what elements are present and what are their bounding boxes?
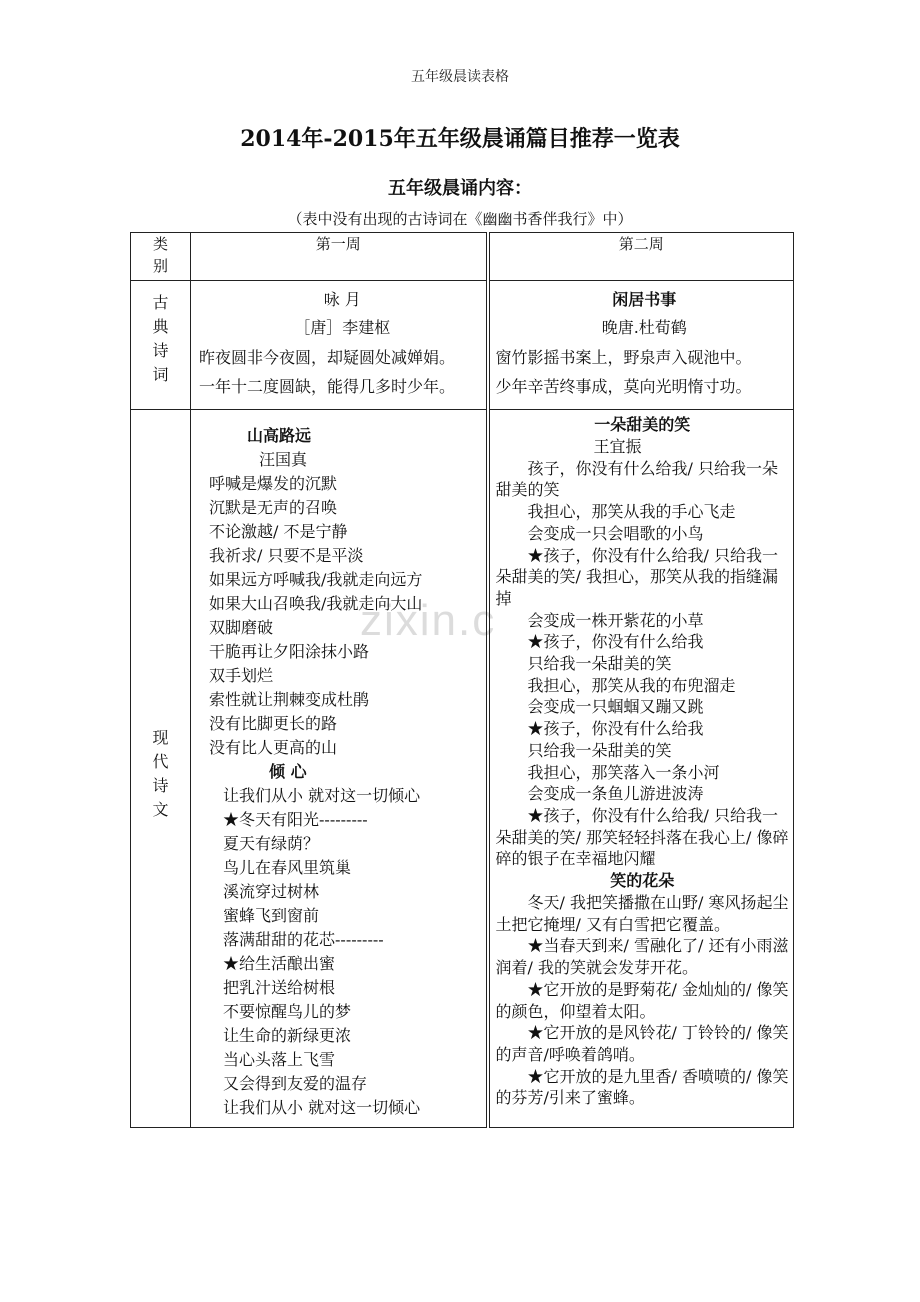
category-char: 典	[152, 317, 169, 336]
poem-paragraph: 我担心，那笑从我的布兜溜走	[527, 675, 736, 695]
poem-line: 干脆再让夕阳涂抹小路	[209, 642, 370, 661]
week2-modern-cell	[488, 410, 794, 1128]
poem-paragraph: 会变成一只蝈蝈又蹦又跳	[527, 697, 704, 717]
poem-paragraph: 我担心，那笑从我的手心飞走	[527, 502, 736, 522]
poem-line: 夏天有绿荫？	[223, 834, 320, 853]
poem-paragraph: 会变成一只会唱歌的小鸟	[527, 523, 704, 543]
poem-paragraph: 会变成一株开紫花的小草	[527, 610, 704, 630]
poem-paragraph: 我担心，那笑落入一条小河	[527, 762, 720, 782]
poem-author: 晚唐.杜荀鹤	[601, 318, 687, 337]
poem-author: 王宜振	[593, 437, 642, 456]
category-modern	[131, 716, 190, 822]
category-char: 诗	[152, 341, 169, 360]
poem-paragraph: 冬天/ 我把笑播撒在山野/ 寒风扬起尘土把它掩埋/ 又有白雪把它覆盖。	[495, 893, 789, 934]
category-char: 古	[152, 293, 169, 312]
poem-line: 蜜蜂飞到窗前	[223, 906, 320, 925]
poem-line: 少年辛苦终事成，莫向光明惰寸功。	[495, 377, 752, 396]
table-row-classical	[131, 281, 794, 410]
poem-line: 把乳汁送给树根	[223, 978, 336, 997]
poem-paragraph: 只给我一朵甜美的笑	[527, 740, 672, 760]
header-category	[131, 233, 191, 281]
poem-title: 一朵甜美的笑	[594, 415, 691, 434]
running-header: 五年级晨读表格	[411, 69, 509, 85]
poem-line: 没有比脚更长的路	[209, 714, 338, 733]
poem-line: 如果远方呼喊我/我就走向远方	[209, 570, 423, 589]
poem-paragraph: ★孩子，你没有什么给我/ 只给我一朵甜美的笑/ 我担心，那笑从我的指缝漏掉	[495, 545, 778, 608]
poem-paragraph: ★它开放的是九里香/ 香喷喷的/ 像笑的芬芳/引来了蜜蜂。	[495, 1066, 789, 1108]
category-cell	[131, 410, 191, 1128]
page-title: 2014年-2015年五年级晨诵篇目推荐一览表	[240, 126, 680, 152]
poem-line: 又会得到友爱的温存	[223, 1074, 368, 1093]
poem-paragraph: ★孩子，你没有什么给我	[527, 719, 704, 739]
category-header-text	[153, 233, 168, 277]
week2-classical-cell	[488, 281, 794, 410]
poem-line: 我祈求/ 只要不是平淡	[209, 546, 364, 565]
poem-author: ［唐］李建枢	[294, 318, 391, 337]
poem-line: 呼喊是爆发的沉默	[209, 474, 338, 493]
poem-title: 笑的花朵	[610, 871, 675, 891]
poem-line: 如果大山召唤我/我就走向大山	[209, 594, 423, 613]
table-row-modern	[131, 410, 794, 1128]
week1-modern-cell	[191, 410, 488, 1128]
poem-line: 窗竹影摇书案上，野泉声入砚池中。	[495, 348, 752, 367]
poem-line: ★给生活酿出蜜	[223, 954, 336, 973]
poem-line: 让我们从小 就对这一切倾心	[223, 786, 421, 805]
poem-paragraph: ★当春天到来/ 雪融化了/ 还有小雨滋润着/ 我的笑就会发芽开花。	[495, 936, 789, 978]
subtitle: 五年级晨诵内容：	[388, 178, 532, 199]
poem-line: 溪流穿过树林	[223, 882, 320, 901]
category-char: 诗	[152, 775, 169, 795]
poem-line: 没有比人更高的山	[209, 738, 338, 757]
poem-paragraph: 只给我一朵甜美的笑	[527, 654, 672, 674]
poem-line: 让我们从小 就对这一切倾心	[223, 1098, 421, 1117]
poem-paragraph: ★它开放的是风铃花/ 丁铃铃的/ 像笑的声音/呼唤着鸽哨。	[495, 1023, 789, 1064]
poem-line: ★冬天有阳光---------	[223, 810, 368, 829]
poem-line: 落满甜甜的花芯---------	[223, 930, 384, 949]
header-week1: 第一周	[191, 233, 488, 281]
table-note: （表中没有出现的古诗词在《幽幽书香伴我行》中）	[287, 210, 633, 228]
poem-line: 昨夜圆非今夜圆，却疑圆处减婵娟。	[199, 348, 456, 367]
category-char: 文	[152, 799, 169, 819]
week1-classical-cell	[191, 281, 488, 410]
category-char: 词	[152, 365, 169, 384]
poem-paragraph: 孩子，你没有什么给我/ 只给我一朵甜美的笑	[495, 458, 778, 500]
category-char: 现	[152, 727, 169, 747]
recitation-table	[130, 232, 794, 1128]
poem-line: 双脚磨破	[209, 618, 274, 637]
poem-paragraph: ★孩子，你没有什么给我/ 只给我一朵甜美的笑/ 那笑轻轻抖落在我心上/ 像碎碎的银子在幸福地闪耀	[495, 805, 789, 869]
poem-line: 沉默是无声的召唤	[209, 498, 338, 517]
poem-title: 咏 月	[323, 290, 361, 309]
poem-line: 双手划烂	[209, 666, 274, 685]
week2-modern-poems	[490, 410, 794, 1109]
poem-line: 让生命的新绿更浓	[223, 1026, 352, 1045]
poem-paragraph: ★孩子，你没有什么给我	[527, 632, 704, 652]
table-header-row	[131, 233, 794, 281]
poem-title: 山高路远	[247, 426, 312, 445]
poem-line: 一年十二度圆缺，能得几多时少年。	[199, 377, 456, 396]
category-char: 代	[152, 751, 169, 771]
category-cell	[131, 281, 191, 410]
poem-line: 鸟儿在春风里筑巢	[223, 858, 352, 877]
week1-modern-poems	[191, 410, 486, 1120]
poem-line: 不论激越/ 不是宁静	[209, 522, 348, 541]
poem-author: 汪国真	[259, 450, 308, 469]
watermark: zixin.c	[360, 596, 497, 645]
poem-title: 倾 心	[269, 762, 307, 781]
category-char: 类	[152, 235, 168, 253]
poem-line: 当心头落上飞雪	[223, 1050, 336, 1069]
poem-paragraph: ★它开放的是野菊花/ 金灿灿的/ 像笑的颜色，仰望着太阳。	[495, 979, 789, 1021]
poem-line: 索性就让荆棘变成杜鹃	[209, 690, 370, 709]
poem-line: 不要惊醒鸟儿的梦	[223, 1002, 352, 1021]
category-char: 别	[152, 257, 168, 275]
poem-paragraph: 会变成一条鱼儿游进波涛	[527, 784, 704, 804]
category-classical	[131, 281, 190, 387]
header-week2: 第二周	[488, 233, 794, 281]
poem-title: 闲居书事	[612, 290, 677, 309]
